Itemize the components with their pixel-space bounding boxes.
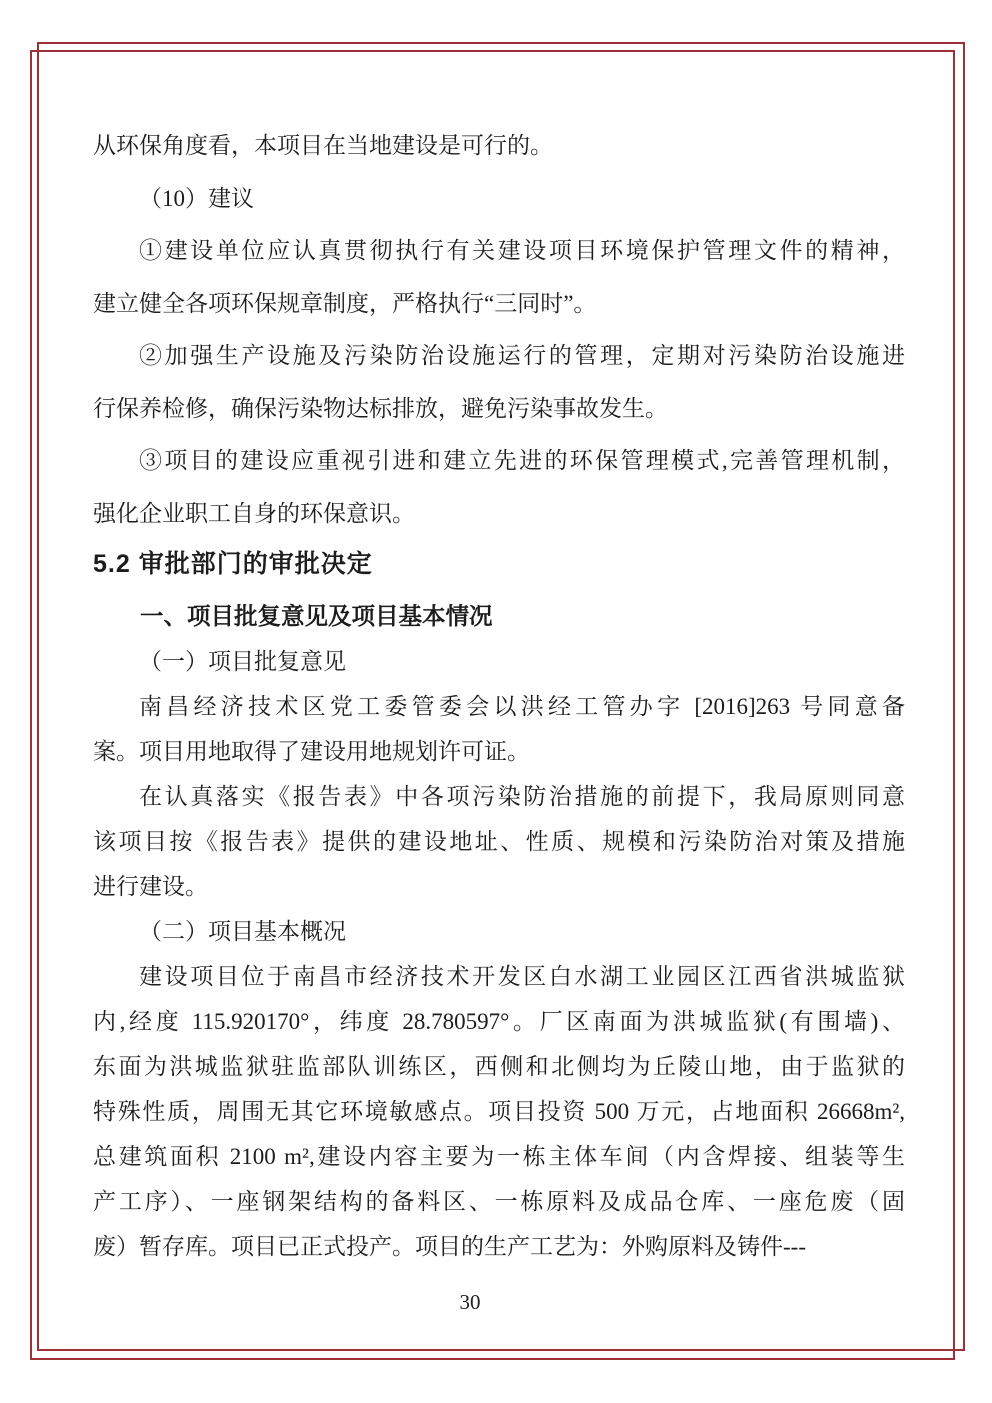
- text-line: （10）建议: [139, 185, 254, 211]
- text-line: 建设项目位于南昌市经济技术开发区白水湖工业园区江西省洪城监狱: [139, 964, 905, 989]
- text-line: 强化企业职工自身的环保意识。: [93, 500, 415, 526]
- text-line: 内,经度 115.920170°，纬度 28.780597°。厂区南面为洪城监狱(有围墙)、: [93, 1009, 905, 1034]
- text-line: 建立健全各项环保规章制度，严格执行“三同时”。: [93, 290, 597, 316]
- subsection-heading: 一、项目批复意见及项目基本情况: [140, 603, 493, 629]
- text-line: （一）项目批复意见: [139, 649, 346, 674]
- approval-section: [93, 594, 905, 1269]
- text-line: 案。项目用地取得了建设用地规划许可证。: [93, 739, 530, 764]
- text-line: 在认真落实《报告表》中各项污染防治措施的前提下，我局原则同意: [139, 784, 905, 809]
- text-line: 产工序）、一座钢架结构的备料区、一栋原料及成品仓库、一座危废（固: [93, 1189, 905, 1214]
- text-line: 南昌经济技术区党工委管委会以洪经工管办字 [2016]263 号同意备: [139, 694, 905, 719]
- conclusion-section: [93, 120, 905, 540]
- text-line: ②加强生产设施及污染防治设施运行的管理，定期对污染防治设施进: [139, 343, 905, 368]
- text-line: 总建筑面积 2100 m²,建设内容主要为一栋主体车间（内含焊接、组装等生: [93, 1144, 905, 1169]
- text-line: 从环保角度看，本项目在当地建设是可行的。: [93, 133, 553, 158]
- text-line: ③项目的建设应重视引进和建立先进的环保管理模式,完善管理机制，: [139, 448, 905, 473]
- text-line: （二）项目基本概况: [139, 919, 346, 944]
- text-line: 特殊性质，周围无其它环境敏感点。项目投资 500 万元，占地面积 26668m²,: [93, 1099, 905, 1124]
- text-line: 进行建设。: [93, 874, 208, 899]
- text-line: 该项目按《报告表》提供的建设地址、性质、规模和污染防治对策及措施: [93, 829, 905, 854]
- text-line: 东面为洪城监狱驻监部队训练区，西侧和北侧均为丘陵山地，由于监狱的: [93, 1054, 905, 1079]
- page-number: 30: [459, 1290, 481, 1314]
- heading-5-2: 5.2 审批部门的审批决定: [93, 550, 373, 578]
- text-line: 废）暂存库。项目已正式投产。项目的生产工艺为：外购原料及铸件---: [93, 1234, 806, 1259]
- text-line: ①建设单位应认真贯彻执行有关建设项目环境保护管理文件的精神，: [139, 238, 905, 263]
- text-line: 行保养检修，确保污染物达标排放，避免污染事故发生。: [93, 395, 668, 421]
